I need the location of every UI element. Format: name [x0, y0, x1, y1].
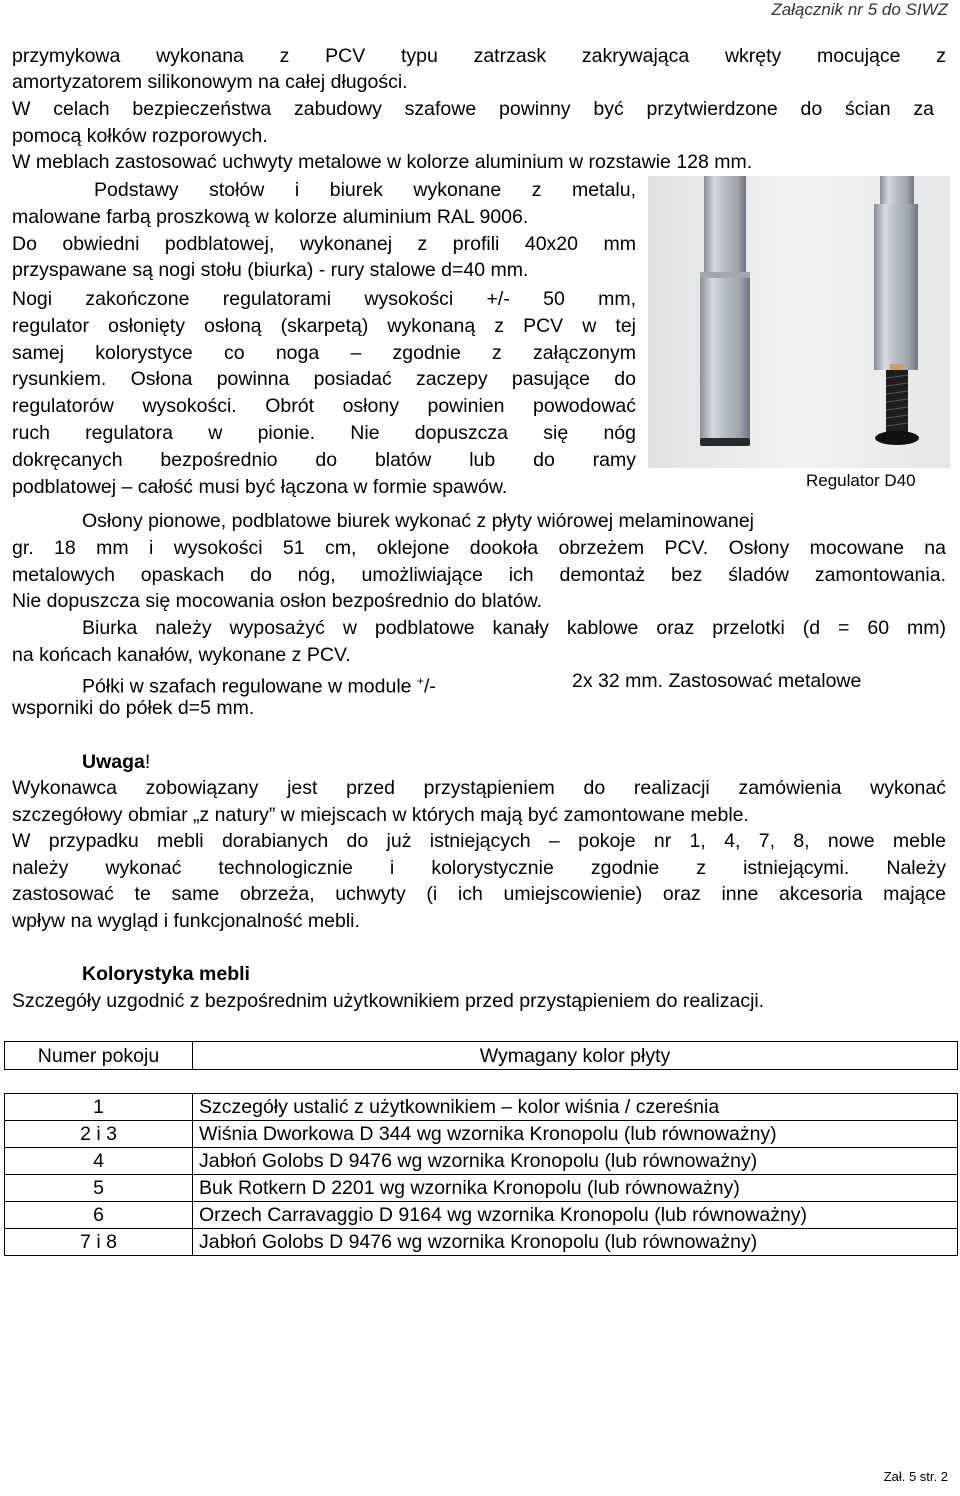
covers-line-8: wsporniki do półek d=5 mm. — [12, 697, 255, 719]
note-heading — [82, 750, 150, 774]
attachment-reference: Załącznik nr 5 do SIWZ — [771, 0, 948, 19]
legs-line-1: Podstawy stołów i biurek wykonane z metalu, — [94, 179, 636, 201]
board-color-cell: Orzech Carravaggio D 9164 wg wzornika Kronopolu (lub równoważny) — [193, 1202, 958, 1229]
room-number-cell: 1 — [5, 1094, 193, 1121]
table-row — [5, 1175, 958, 1202]
plus-superscript: + — [416, 674, 424, 688]
note-line-2: szczegółowy obmiar „z natury” w miejscach w których mają być zamontowane meble. — [12, 804, 749, 826]
covers-line-3: metalowych opaskach do nóg, umożliwiające ich demontaż bez śladów zamontowania. — [12, 564, 946, 586]
colors-table-header — [4, 1041, 958, 1070]
header-room: Numer pokoju — [5, 1042, 193, 1070]
intro-line-3: W celach bezpieczeństwa zabudowy szafowe powinny być przytwierdzone do ścian za — [12, 98, 934, 120]
covers-line-5: Biurka należy wyposażyć w podblatowe kanały kablowe oraz przelotki (d = 60 mm) — [82, 617, 946, 639]
table-row — [5, 1094, 958, 1121]
covers-line-1: Osłony pionowe, podblatowe biurek wykonać z płyty wiórowej melaminowanej — [82, 510, 754, 532]
shelf-module-text: Półki w szafach regulowane w module — [82, 675, 417, 698]
colors-table — [4, 1093, 958, 1256]
legs-line-11: dokręcanych bezpośrednio do blatów lub do ramy — [12, 449, 636, 471]
table-row — [5, 1229, 958, 1256]
intro-line-4: pomocą kołków rozporowych. — [12, 125, 268, 147]
covers-line-7 — [82, 669, 436, 699]
table-row — [5, 1202, 958, 1229]
board-color-cell: Szczegóły ustalić z użytkownikiem – kolor wiśnia / czereśnia — [193, 1094, 958, 1121]
colors-subtitle: Szczegóły uzgodnić z bezpośrednim użytkownikiem przed przystąpieniem do realizacji. — [12, 990, 765, 1012]
covers-line-4: Nie dopuszcza się mocowania osłon bezpośrednio do blatów. — [12, 590, 543, 612]
legs-line-9: regulatorów wysokości. Obrót osłony powinien powodować — [12, 395, 636, 417]
minus-text: /- — [423, 675, 436, 698]
room-number-cell: 6 — [5, 1202, 193, 1229]
note-line-4: należy wykonać technologicznie i kolorystycznie zgodnie z istniejącymi. Należy — [12, 857, 946, 879]
board-color-cell: Jabłoń Golobs D 9476 wg wzornika Kronopolu (lub równoważny) — [193, 1229, 958, 1256]
legs-line-5: Nogi zakończone regulatorami wysokości +/- 50 mm, — [12, 288, 636, 310]
page-footer: Zał. 5 str. 2 — [883, 1469, 948, 1484]
table-row — [5, 1121, 958, 1148]
legs-line-12: podblatowej – całość musi być łączona w formie spawów. — [12, 476, 508, 498]
note-line-1: Wykonawca zobowiązany jest przed przystąpieniem do realizacji zamówienia wykonać — [12, 777, 946, 799]
colors-title: Kolorystyka mebli — [82, 963, 250, 985]
intro-line-1: przymykowa wykonana z PCV typu zatrzask zakrywająca wkręty mocujące z — [12, 45, 946, 67]
covers-line-6: na końcach kanałów, wykonane z PCV. — [12, 644, 351, 666]
room-number-cell: 4 — [5, 1148, 193, 1175]
header-color: Wymagany kolor płyty — [193, 1042, 958, 1070]
note-mark: ! — [144, 751, 151, 773]
board-color-cell: Buk Rotkern D 2201 wg wzornika Kronopolu (lub równoważny) — [193, 1175, 958, 1202]
note-line-3: W przypadku mebli dorabianych do już istniejących – pokoje nr 1, 4, 7, 8, nowe meble — [12, 830, 946, 852]
legs-line-2: malowane farbą proszkową w kolorze aluminium RAL 9006. — [12, 206, 529, 228]
note-title: Uwaga — [82, 751, 145, 773]
legs-line-4: przyspawane są nogi stołu (biurka) - rury stalowe d=40 mm. — [12, 259, 529, 281]
legs-line-10: ruch regulatora w pionie. Nie dopuszcza się nóg — [12, 422, 636, 444]
covers-line-2: gr. 18 mm i wysokości 51 cm, oklejone dookoła obrzeżem PCV. Osłony mocowane na — [12, 537, 946, 559]
covers-line-7-end: 2x 32 mm. Zastosować metalowe — [572, 670, 862, 692]
legs-line-7: samej kolorystyce co noga – zgodnie z załączonym — [12, 342, 636, 364]
room-number-cell: 2 i 3 — [5, 1121, 193, 1148]
intro-line-5: W meblach zastosować uchwyty metalowe w kolorze aluminium w rozstawie 128 mm. — [12, 151, 753, 173]
leg-illustration — [648, 176, 950, 468]
room-number-cell: 7 i 8 — [5, 1229, 193, 1256]
leg-regulator-photo — [648, 176, 950, 468]
legs-line-6: regulator osłonięty osłoną (skarpetą) wykonaną z PCV w tej — [12, 315, 636, 337]
legs-line-8: rysunkiem. Osłona powinna posiadać zaczepy pasujące do — [12, 368, 636, 390]
intro-line-2: amortyzatorem silikonowym na całej długości. — [12, 71, 408, 93]
note-line-5: zastosować te same obrzeża, uchwyty (i ich umiejscowienie) oraz inne akcesoria mające — [12, 883, 946, 905]
board-color-cell: Jabłoń Golobs D 9476 wg wzornika Kronopolu (lub równoważny) — [193, 1148, 958, 1175]
board-color-cell: Wiśnia Dworkowa D 344 wg wzornika Kronopolu (lub równoważny) — [193, 1121, 958, 1148]
note-line-6: wpływ na wygląd i funkcjonalność mebli. — [12, 910, 360, 932]
table-row — [5, 1148, 958, 1175]
photo-caption: Regulator D40 — [806, 471, 916, 490]
room-number-cell: 5 — [5, 1175, 193, 1202]
legs-line-3: Do obwiedni podblatowej, wykonanej z profili 40x20 mm — [12, 233, 636, 255]
